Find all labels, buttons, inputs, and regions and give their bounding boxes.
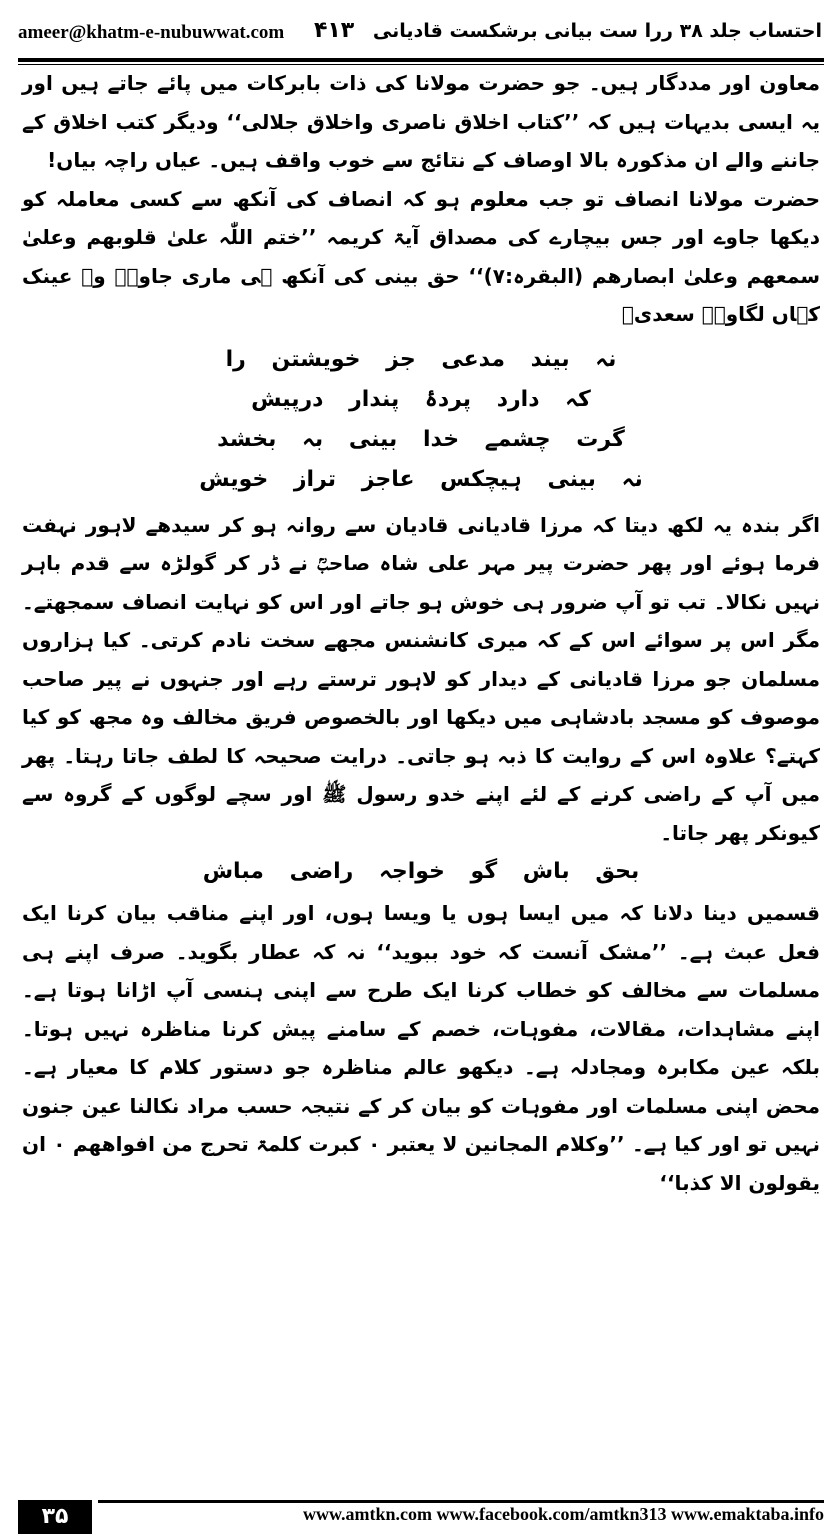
- page-body: [22, 64, 820, 1202]
- footer-links: www.amtkn.com www.facebook.com/amtkn313 www.emaktaba.info: [303, 1504, 824, 1524]
- page-header: [18, 14, 822, 58]
- paragraph-1: معاون اور مددگار ہیں۔ جو حضرت مولانا کی ذات بابرکات میں پائے جاتے ہیں اور یہ ایسی بدیہات ہیں کہ ’’کتاب اخلاق ناصری واخلاق جلالی‘‘ ودیگر کتب اخلاق کے جاننے والے ان مذکورہ بالا اوصاف کے نتائج سے خوب واقف ہیں۔ عیاں راچہ بیاں!: [22, 71, 820, 172]
- header-email: ameer@khatm-e-nubuwwat.com: [18, 22, 285, 43]
- poem-line: کہ دارد پردۂ پندار درپیش: [251, 386, 591, 412]
- paragraph-2: حضرت مولانا انصاف تو جب معلوم ہو کہ انصاف کی آنکھ سے کسی معاملہ کو دیکھا جاوے اور جس بیچارے کی مصداق آیۃ کریمہ ’’ختم اللّٰہ علیٰ قلوبھم وعلیٰ سمعھم وعلیٰ ابصارھم (البقرہ:۷)‘‘ حق بینی کی آنکھ ہی ماری جاوے۔ وہ عینک کہاں لگاوے۔ سعدیؒ: [22, 186, 820, 326]
- poem-single-line: بحق باش گو خواجہ راضی مباش: [202, 859, 640, 884]
- footer-rule: [98, 1500, 824, 1503]
- footer-page-number: ۳۵: [18, 1500, 92, 1534]
- page-number: ۴۱۳: [313, 18, 355, 43]
- poem-line: گرت چشمے خدا بینی بہ بخشد: [217, 426, 625, 452]
- paragraph-3: اگر بندہ یہ لکھ دیتا کہ مرزا قادیانی قادیان سے روانہ ہو کر سیدھے لاہور نہفت فرما ہوئے اور پھر حضرت پیر مہر علی شاہ صاحبؒ نے ڈر کر گولڑہ سے قدم باہر نہیں نکالا۔ تب تو آپ ضرور ہی خوش ہو جاتے اور اس کو نہایت انصاف سمجھتے۔ مگر اس پر سوائے اس کے کہ میری کانشنس مجھے سخت نادم کرتی۔ کیا ہزاروں مسلمان جو مرزا قادیانی کے دیدار کو لاہور ترستے رہے اور جنہوں نے پیر صاحب موصوف کو مسجد بادشاہی میں دیکھا اور بالخصوص فریق مخالف وہ مجھ کو کیا کہتے؟ علاوہ اس کے روایت کا ذبہ ہو جاتی۔ درایت صحیحہ کا لطف جاتا رہتا۔ پھر میں آپ کے راضی کرنے کے لئے اپنے خدو رسول ﷺ اور سچے لوگوں کے گروہ سے کیونکر پھر جاتا۔: [22, 512, 820, 845]
- header-title: [302, 18, 822, 43]
- poem-line: نہ بیند مدعی جز خویشتن را: [225, 346, 617, 372]
- book-title: احتساب جلد ۳۸ ررا ست بیانی برشکست قادیانی: [372, 20, 822, 42]
- header-rule: [18, 58, 824, 62]
- page-footer: [18, 1500, 824, 1534]
- persian-poem: [161, 340, 681, 500]
- paragraph-4: قسمیں دینا دلانا کہ میں ایسا ہوں یا ویسا ہوں، اور اپنے مناقب بیان کرنا ایک فعل عبث ہے۔ ’’مشک آنست کہ خود ببوید‘‘ نہ کہ عطار بگوید۔ صرف اپنے ہی مسلمات سے مخالف کو خطاب کرنا ایک طرح سے اپنی ہنسی آپ اڑانا ہوتا ہے۔ اپنے مشاہدات، مقالات، مفوہات، خصم کے سامنے پیش کرنا مناظرہ نہیں ہوتا۔ بلکہ عین مکابرہ ومجادلہ ہے۔ دیکھو عالم مناظرہ جو دستور کلام کا معیار ہے۔ محض اپنی مسلمات اور مفوہات کو بیان کر کے نتیجہ حسب مراد نکالنا عین جنون نہیں تو اور کیا ہے۔ ’’وکلام المجانین لا یعتبر ۰ کبرت کلمۃ تحرج من افواھھم ۰ ان یقولون الا کذبا‘‘: [22, 901, 821, 1195]
- poem-line: نہ بینی ہیچکس عاجز تراز خویش: [199, 466, 643, 492]
